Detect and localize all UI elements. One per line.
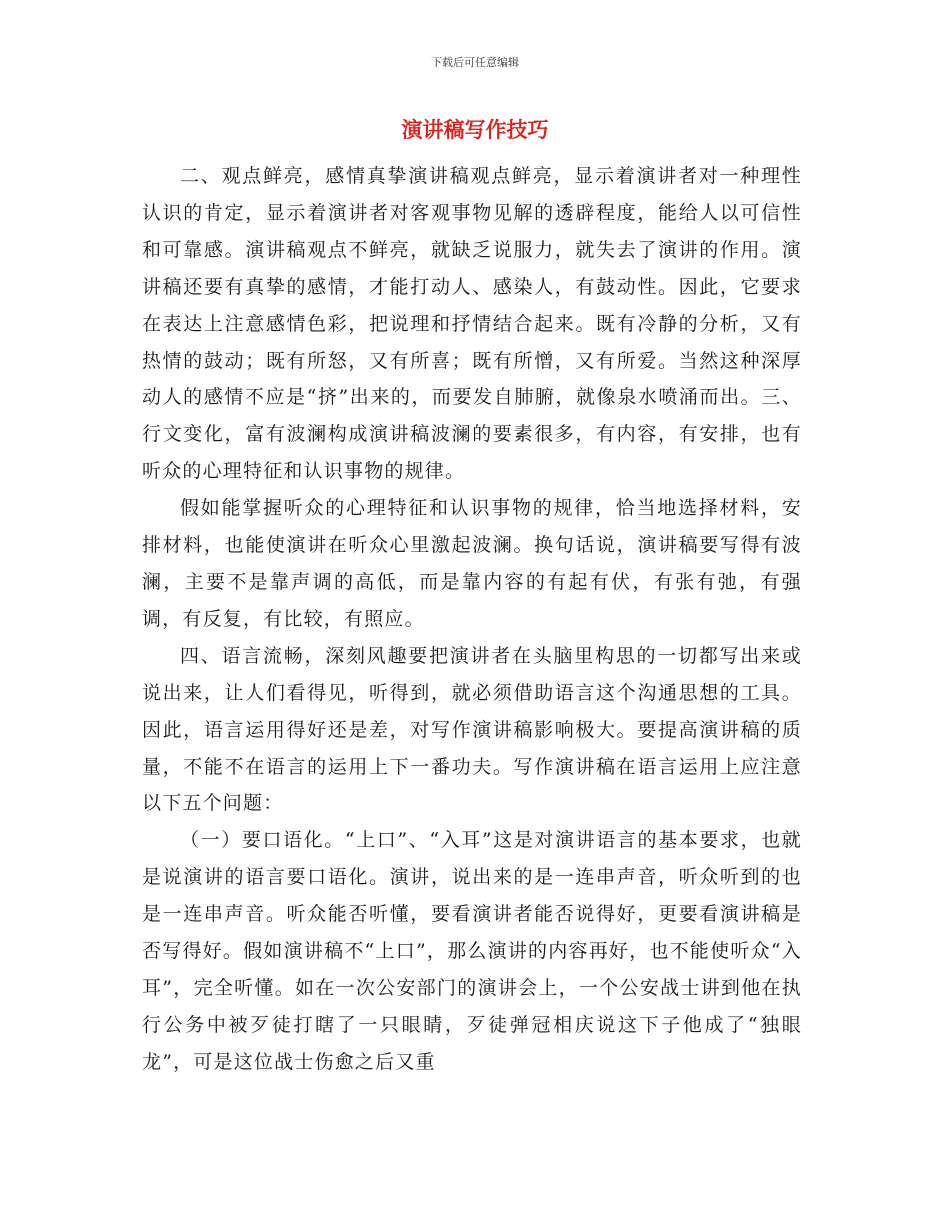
paragraph: （一）要口语化。“上口”、“入耳”这是对演讲语言的基本要求，也就是说演讲的语言要口语化。演讲，说出来的是一连串声音，听众听到的也是一连串声音。听众能否听懂，要看演讲者能否说得好，更要看演讲稿是否写得好。假如演讲稿不“上口”，那么演讲的内容再好，也不能使听众“入耳”，完全听懂。如在一次公安部门的演讲会上，一个公安战士讲到他在执行公务中被歹徒打瞎了一只眼睛，歹徒弹冠相庆说这下子他成了“独眼龙”，可是这位战士伤愈之后又重 [142, 829, 802, 1073]
paragraph: 二、观点鲜亮，感情真挚演讲稿观点鲜亮，显示着演讲者对一种理性认识的肯定，显示着演讲者对客观事物见解的透辟程度，能给人以可信性和可靠感。演讲稿观点不鲜亮，就缺乏说服力，就失去了演讲的作用。演讲稿还要有真挚的感情，才能打动人、感染人，有鼓动性。因此，它要求在表达上注意感情色彩，把说理和抒情结合起来。既有冷静的分析，又有热情的鼓动；既有所怒，又有所喜；既有所憎，又有所爱。当然这种深厚动人的感情不应是“挤”出来的，而要发自肺腑，就像泉水喷涌而出。三、行文变化，富有波澜构成演讲稿波澜的要素很多，有内容，有安排，也有听众的心理特征和认识事物的规律。 [142, 165, 802, 483]
paragraph: 假如能掌握听众的心理特征和认识事物的规律，恰当地选择材料，安排材料，也能使演讲在听众心里激起波澜。换句话说，演讲稿要写得有波澜，主要不是靠声调的高低，而是靠内容的有起有伏，有张有弛，有强调，有反复，有比较，有照应。 [142, 497, 802, 630]
document-body [142, 158, 802, 1081]
document-title: 演讲稿写作技巧 [401, 118, 549, 142]
paragraph: 四、语言流畅，深刻风趣要把演讲者在头脑里构思的一切都写出来或说出来，让人们看得见，听得到，就必须借助语言这个沟通思想的工具。因此，语言运用得好还是差，对写作演讲稿影响极大。要提高演讲稿的质量，不能不在语言的运用上下一番功夫。写作演讲稿在语言运用上应注意以下五个问题： [142, 644, 802, 815]
page-header: 下载后可任意编辑 [431, 56, 519, 69]
